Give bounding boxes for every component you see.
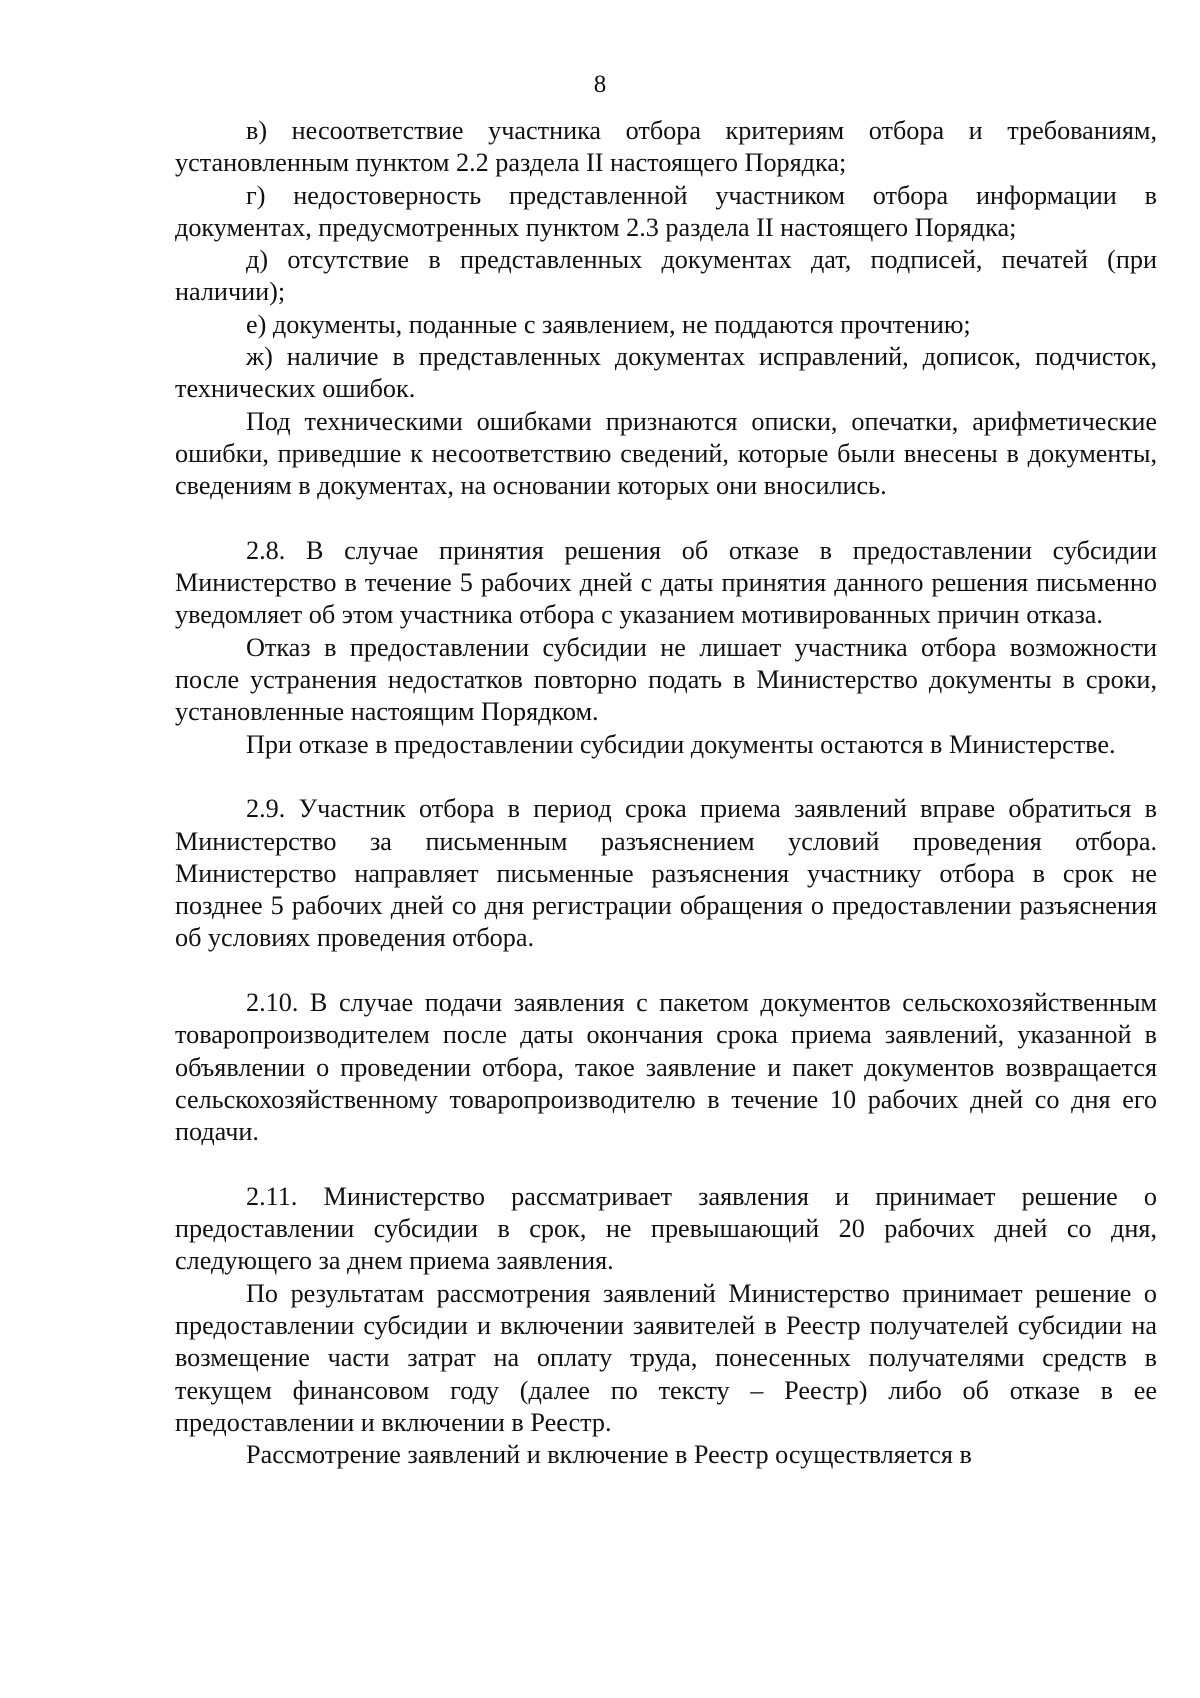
- paragraph-technical-errors: Под техническими ошибками признаются описки, опечатки, арифметические ошибки, приведшие к несоответствию сведений, которые были внесены в документы, сведениям в документах, на основании которых они вносились.: [175, 406, 1157, 501]
- section-2-11: 2.11. Министерство рассматривает заявления и принимает решение о предоставлении субсидии в срок, не превышающий 20 рабочих дней со дня, следующего за днем приема заявления.: [175, 1181, 1157, 1276]
- paragraph-documents-remain: При отказе в предоставлении субсидии документы остаются в Министерстве.: [246, 729, 1116, 759]
- paragraph-registry-decision: По результатам рассмотрения заявлений Министерство принимает решение о предоставлении субсидии и включении заявителей в Реестр получателей субсидии на возмещение части затрат на оплату труда, понесенных получателями средств в текущем финансовом году (далее по тексту – Реестр) либо об отказе в ее предоставлении и включении в Реестр.: [175, 1278, 1157, 1437]
- section-2-10: 2.10. В случае подачи заявления с пакетом документов сельскохозяйственным товаропроизводителем после даты окончания срока приема заявлений, указанной в объявлении о проведении отбора, такое заявление и пакет документов возвращается сельскохозяйственному товаропроизводителю в течение 10 рабочих дней со дня его подачи.: [175, 988, 1157, 1147]
- paragraph-spacer: [175, 955, 1157, 987]
- paragraph-item-g: г) недостоверность представленной участником отбора информации в документах, предусмотренных пунктом 2.3 раздела II настоящего Порядка;: [175, 180, 1157, 242]
- document-body: [175, 115, 1157, 1471]
- paragraph-spacer: [175, 1149, 1157, 1181]
- paragraph-item-v: в) несоответствие участника отбора критериям отбора и требованиям, установленным пунктом 2.2 раздела II настоящего Порядка;: [175, 116, 1157, 178]
- paragraph-registry-continuation: Рассмотрение заявлений и включение в Реестр осуществляется в: [246, 1440, 972, 1470]
- paragraph-item-e: е) документы, поданные с заявлением, не поддаются прочтению;: [246, 309, 971, 339]
- paragraph-refusal-resubmission: Отказ в предоставлении субсидии не лишает участника отбора возможности после устранения недостатков повторно подать в Министерство документы в сроки, установленные настоящим Порядком.: [175, 632, 1157, 727]
- page-number: 8: [593, 71, 607, 98]
- section-2-8: 2.8. В случае принятия решения об отказе в предоставлении субсидии Министерство в течение 5 рабочих дней с даты принятия данного решения письменно уведомляет об этом участника отбора с указанием мотивированных причин отказа.: [175, 535, 1157, 630]
- paragraph-spacer: [175, 761, 1157, 793]
- section-2-9: 2.9. Участник отбора в период срока приема заявлений вправе обратиться в Министерство за письменным разъяснением условий проведения отбора. Министерство направляет письменные разъяснения участнику отбора в срок не позднее 5 рабочих дней со дня регистрации обращения о предоставлении разъяснения об условиях проведения отбора.: [175, 794, 1157, 953]
- paragraph-spacer: [175, 503, 1157, 535]
- paragraph-item-d: д) отсутствие в представленных документах дат, подписей, печатей (при наличии);: [175, 245, 1157, 307]
- paragraph-item-zh: ж) наличие в представленных документах исправлений, дописок, подчисток, технических ошибок.: [175, 342, 1157, 404]
